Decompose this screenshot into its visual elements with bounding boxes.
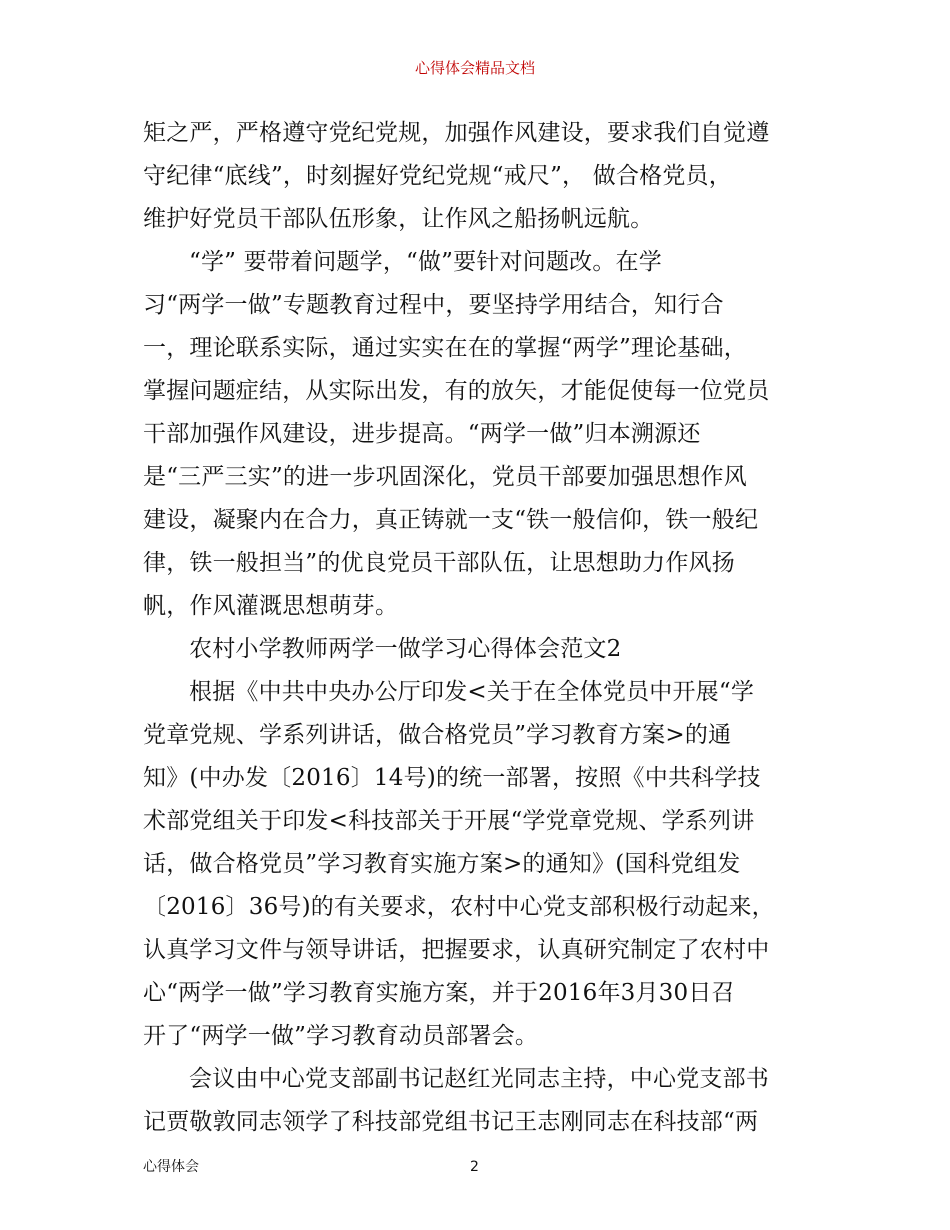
text-line: 认真学习文件与领导讲话，把握要求，认真研究制定了农村中: [143, 937, 770, 963]
page-header-title: 心得体会精品文档: [414, 59, 535, 77]
text-line: 心“两学一做”学习教育实施方案，并于2016年3月30日召: [143, 980, 735, 1006]
footer-label: 心得体会: [143, 1159, 199, 1175]
text-line: 是“三严三实”的进一步巩固深化，党员干部要加强思想作风: [143, 464, 747, 490]
text-line: 干部加强作风建设，进步提高。“两学一做”归本溯源还: [143, 421, 701, 447]
text-line: 开了“两学一做”学习教育动员部署会。: [143, 1023, 539, 1049]
text-line: 会议由中心党支部副书记赵红光同志主持，中心党支部书: [189, 1066, 769, 1092]
text-line: 建设，凝聚内在合力，真正铸就一支“铁一般信仰，铁一般纪: [143, 507, 759, 533]
text-line: 帆，作风灌溉思想萌芽。: [143, 593, 399, 619]
text-line: 维护好党员干部队伍形象，让作风之船扬帆远航。: [143, 206, 654, 232]
text-line: 矩之严，严格遵守党纪党规，加强作风建设，要求我们自觉遵: [143, 120, 770, 146]
text-line: 掌握问题症结，从实际出发，有的放矢，才能促使每一位党员: [143, 378, 770, 404]
text-line: “学” 要带着问题学，“做”要针对问题改。在学: [189, 249, 662, 275]
text-line: 话，做合格党员”学习教育实施方案>的通知》(国科党组发: [143, 851, 741, 877]
text-line: 知》(中办发〔2016〕14号)的统一部署，按照《中共科学技: [143, 765, 761, 791]
text-line: 一，理论联系实际，通过实实在在的掌握“两学”理论基础，: [143, 335, 747, 361]
page-number: 2: [470, 1159, 479, 1175]
text-line: 党章党规、学系列讲话，做合格党员”学习教育方案>的通: [143, 722, 732, 748]
document-body: [143, 112, 815, 1144]
text-line: 律，铁一般担当”的优良党员干部队伍，让思想助力作风扬: [143, 550, 735, 576]
text-line: 〔2016〕36号)的有关要求，农村中心党支部积极行动起来，: [143, 894, 775, 920]
text-line: 术部党组关于印发<科技部关于开展“学党章党规、学系列讲: [143, 808, 755, 834]
text-line: 农村小学教师两学一做学习心得体会范文2: [189, 636, 622, 662]
text-line: 根据《中共中央办公厅印发<关于在全体党员中开展“学: [189, 679, 755, 705]
text-line: 习“两学一做”专题教育过程中，要坚持学用结合，知行合: [143, 292, 724, 318]
text-line: 记贾敬敦同志领学了科技部党组书记王志刚同志在科技部“两: [143, 1109, 759, 1135]
text-line: 守纪律“底线”，时刻握好党纪党规“戒尺”， 做合格党员，: [143, 163, 732, 189]
